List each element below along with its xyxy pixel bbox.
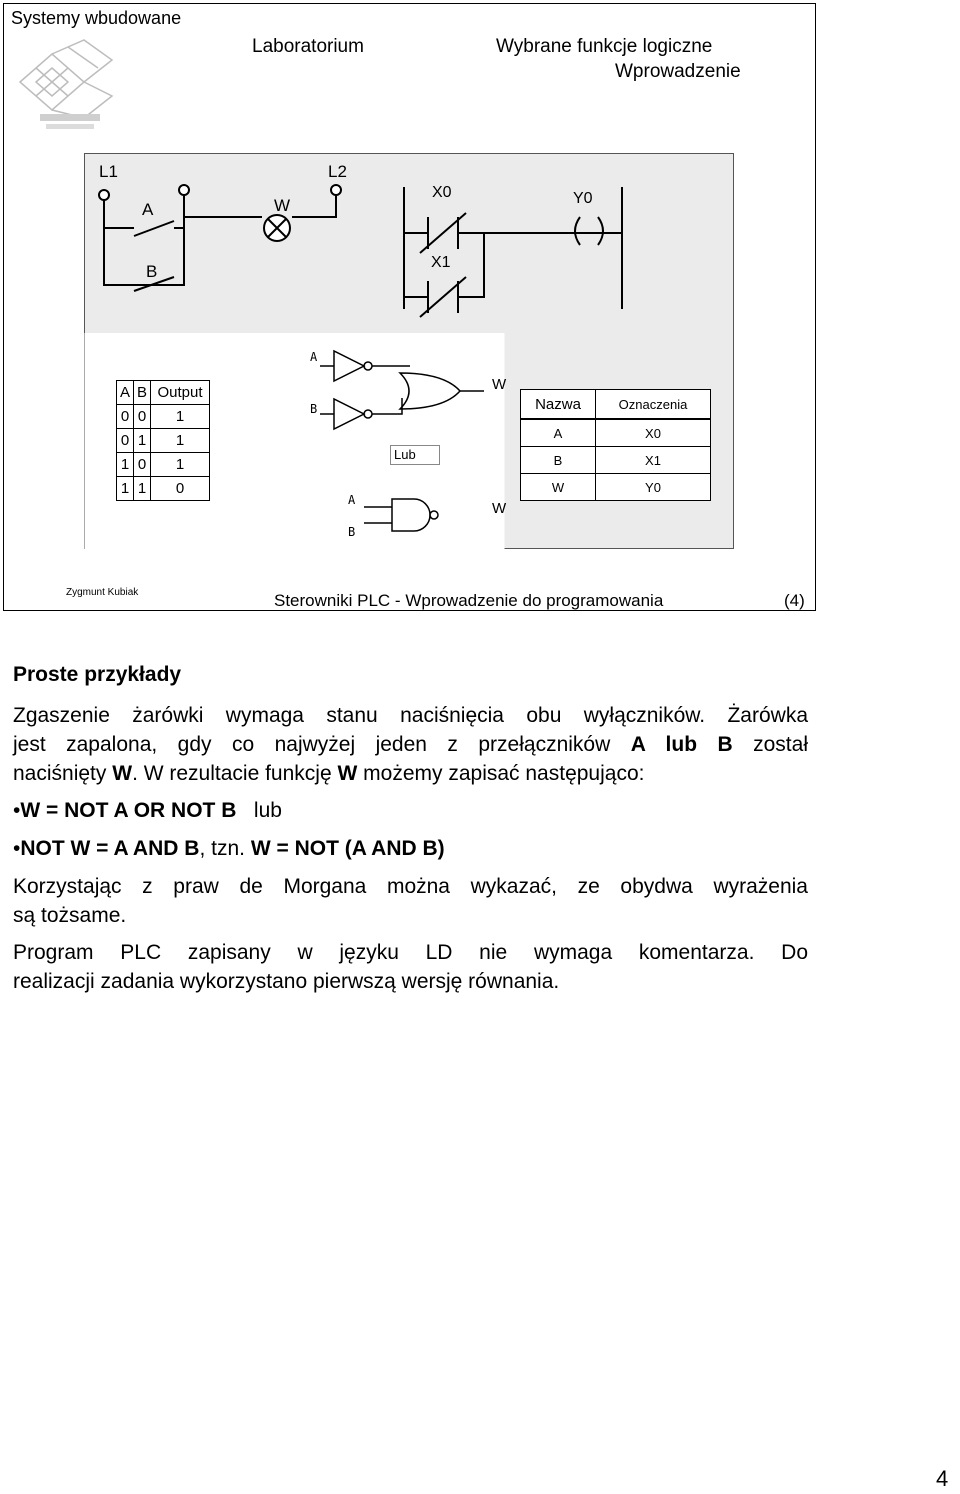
topic-line-2: Wprowadzenie [615,61,741,82]
table-row: 0 1 1 [117,429,210,453]
bullet-2: •NOT W = A AND B, tzn. W = NOT (A AND B) [13,837,445,860]
table-row: 1 1 0 [117,477,210,501]
gate-label-a-bottom: A [348,493,356,507]
label-lamp-w: W [274,196,291,215]
table-row: W Y0 [521,474,711,501]
label-l1: L1 [99,162,118,181]
paragraph-1-line-1: Zgaszenie żarówki wymaga stanu naciśnięcia obu wyłączników. Żarówka [13,704,808,727]
label-l2: L2 [328,162,347,181]
label-contact-x0: X0 [432,184,452,201]
truth-header-output: Output [151,381,210,405]
bullet-1: •W = NOT A OR NOT B lub [13,799,282,822]
paragraph-3-line-2: realizacji zadania wykorzystano pierwszą wersję równania. [13,970,560,993]
slide-number: (4) [784,591,805,610]
gate-label-b-top: B [310,402,318,416]
output-label-w-bottom: W [492,500,507,517]
footer-title: Sterowniki PLC - Wprowadzenie do programowania [274,591,664,610]
label-contact-x1: X1 [431,254,451,271]
author: Zygmunt Kubiak [66,587,139,598]
truth-table [116,380,210,501]
university-logo [16,34,116,134]
topic-line-1: Wybrane funkcje logiczne [496,36,713,57]
section-heading: Proste przykłady [13,663,182,686]
table-row: B X1 [521,447,711,474]
truth-header-b: B [134,381,151,405]
table-row: 1 0 1 [117,453,210,477]
slide-frame [3,3,816,611]
label-switch-a: A [142,200,154,219]
table-row: 0 0 1 [117,405,210,429]
page-number: 4 [936,1466,949,1491]
paragraph-1-line-2: jest zapalona, gdy co najwyżej jeden z przełączników A lub B został [13,733,808,756]
io-header-designation: Oznaczenia [596,390,711,420]
course-name: Systemy wbudowane [11,8,182,28]
label-switch-b: B [146,262,158,281]
table-row: A X0 [521,419,711,447]
label-coil-y0: Y0 [573,190,593,207]
io-header-name: Nazwa [521,390,596,420]
paragraph-1-line-3: naciśnięty W. W rezultacie funkcję W możemy zapisać następująco: [13,762,645,785]
paragraph-2-line-1: Korzystając z praw de Morgana można wykazać, ze obydwa wyrażenia [13,875,808,898]
output-label-w-top: W [492,376,507,393]
section-name: Laboratorium [252,36,364,57]
gate-label-a-top: A [310,350,318,364]
paragraph-3 [13,938,808,996]
gate-label-b-bottom: B [348,525,356,539]
or-gate-label: Lub [390,445,440,465]
paragraph-1 [13,701,808,788]
paragraph-2-line-2: są tożsame. [13,904,127,927]
paragraph-3-line-1: Program PLC zapisany w języku LD nie wymaga komentarza. Do [13,941,808,964]
paragraph-2 [13,872,808,930]
truth-header-a: A [117,381,134,405]
io-assignment-table [520,389,711,501]
